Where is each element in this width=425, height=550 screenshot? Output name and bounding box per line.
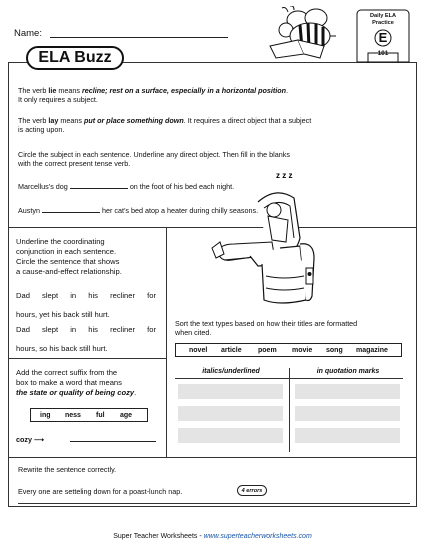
footer-link[interactable]: www.superteacherworksheets.com [203, 533, 312, 540]
practice-number: 101 [377, 50, 389, 57]
svg-text:z z z: z z z [276, 171, 293, 180]
answer-cell[interactable] [178, 384, 283, 399]
text-type-word: movie [292, 347, 313, 354]
practice-label-2: Practice [372, 20, 394, 26]
page-title: ELA Buzz [38, 49, 112, 66]
text-type-word: article [221, 347, 242, 354]
lie-definition: The verb lie means recline; rest on a surface, especially in a horizontal position. [18, 86, 289, 95]
answer-blank-2[interactable] [42, 206, 100, 213]
divider [8, 358, 166, 359]
sentence-b: Dad slept in his recliner for hours, so his back still hurt. [16, 325, 156, 353]
table-column-divider [289, 368, 290, 452]
suffix-option: ing [40, 412, 51, 419]
errors-badge: 4 errors [237, 485, 267, 496]
answer-cell[interactable] [295, 406, 400, 421]
bee-reading-book-icon [268, 6, 358, 62]
arrow-right-icon: ⟶ [33, 435, 45, 444]
answer-cell[interactable] [295, 428, 400, 443]
text-type-word: poem [258, 347, 277, 354]
suffix-instructions: Add the correct suffix from the box to make a word that means the state or quality of being cozy. [16, 368, 137, 397]
footer: Super Teacher Worksheets - www.superteacherworksheets.com [113, 533, 312, 540]
suffix-option: ness [65, 412, 81, 419]
lay-definition: The verb lay means put or place something down. It requires a direct object that a subject [18, 116, 312, 125]
divider [8, 457, 417, 458]
practice-letter: E [378, 30, 388, 45]
sentence-2: Austyn her cat’s bed atop a heater during chilly seasons. [18, 206, 259, 215]
sort-instructions-2: when cited. [175, 328, 212, 337]
column-header-italics: italics/underlined [202, 368, 260, 375]
lie-note: It only requires a subject. [18, 95, 98, 104]
name-field[interactable] [50, 37, 228, 38]
suffix-option: age [120, 412, 133, 419]
answer-cell[interactable] [295, 384, 400, 399]
cozy-prompt: cozy ⟶ [16, 435, 45, 444]
instructions-2: with the correct present tense verb. [18, 159, 131, 168]
answer-blank-1[interactable] [70, 182, 128, 189]
suffix-option: ful [96, 412, 105, 419]
sentence-1: Marcellus’s dog on the foot of his bed each night. [18, 182, 235, 191]
column-header-quotes: in quotation marks [316, 368, 380, 375]
text-type-word: magazine [356, 347, 388, 354]
practice-label: Daily ELA [369, 13, 397, 19]
divider [166, 227, 167, 457]
sentence-a: Dad slept in his recliner for hours, yet his back still hurt. [16, 291, 156, 319]
conjunction-instructions: Underline the coordinating conjunction in each sentence. Circle the sentence that shows a cause-and-effect relationship. [16, 237, 122, 276]
answer-cell[interactable] [178, 406, 283, 421]
rewrite-instructions: Rewrite the sentence correctly. [18, 465, 117, 474]
lay-note: is acting upon. [18, 125, 65, 134]
rewrite-answer-line[interactable] [18, 503, 410, 504]
answer-cell[interactable] [178, 428, 283, 443]
text-type-word: novel [189, 347, 208, 354]
rewrite-sentence: Every one are setteling down for a poast-lunch nap. [18, 487, 183, 496]
text-types-word-box [175, 343, 402, 357]
cozy-answer-line[interactable] [70, 441, 156, 442]
man-sleeping-recliner-icon [210, 168, 330, 308]
suffix-word-box [30, 408, 148, 422]
sort-instructions-1: Sort the text types based on how their titles are formatted [175, 319, 358, 328]
name-label: Name: [14, 28, 42, 39]
instructions-1: Circle the subject in each sentence. Underline any direct object. Then fill in the blanks [18, 150, 290, 159]
text-type-word: song [326, 347, 343, 354]
